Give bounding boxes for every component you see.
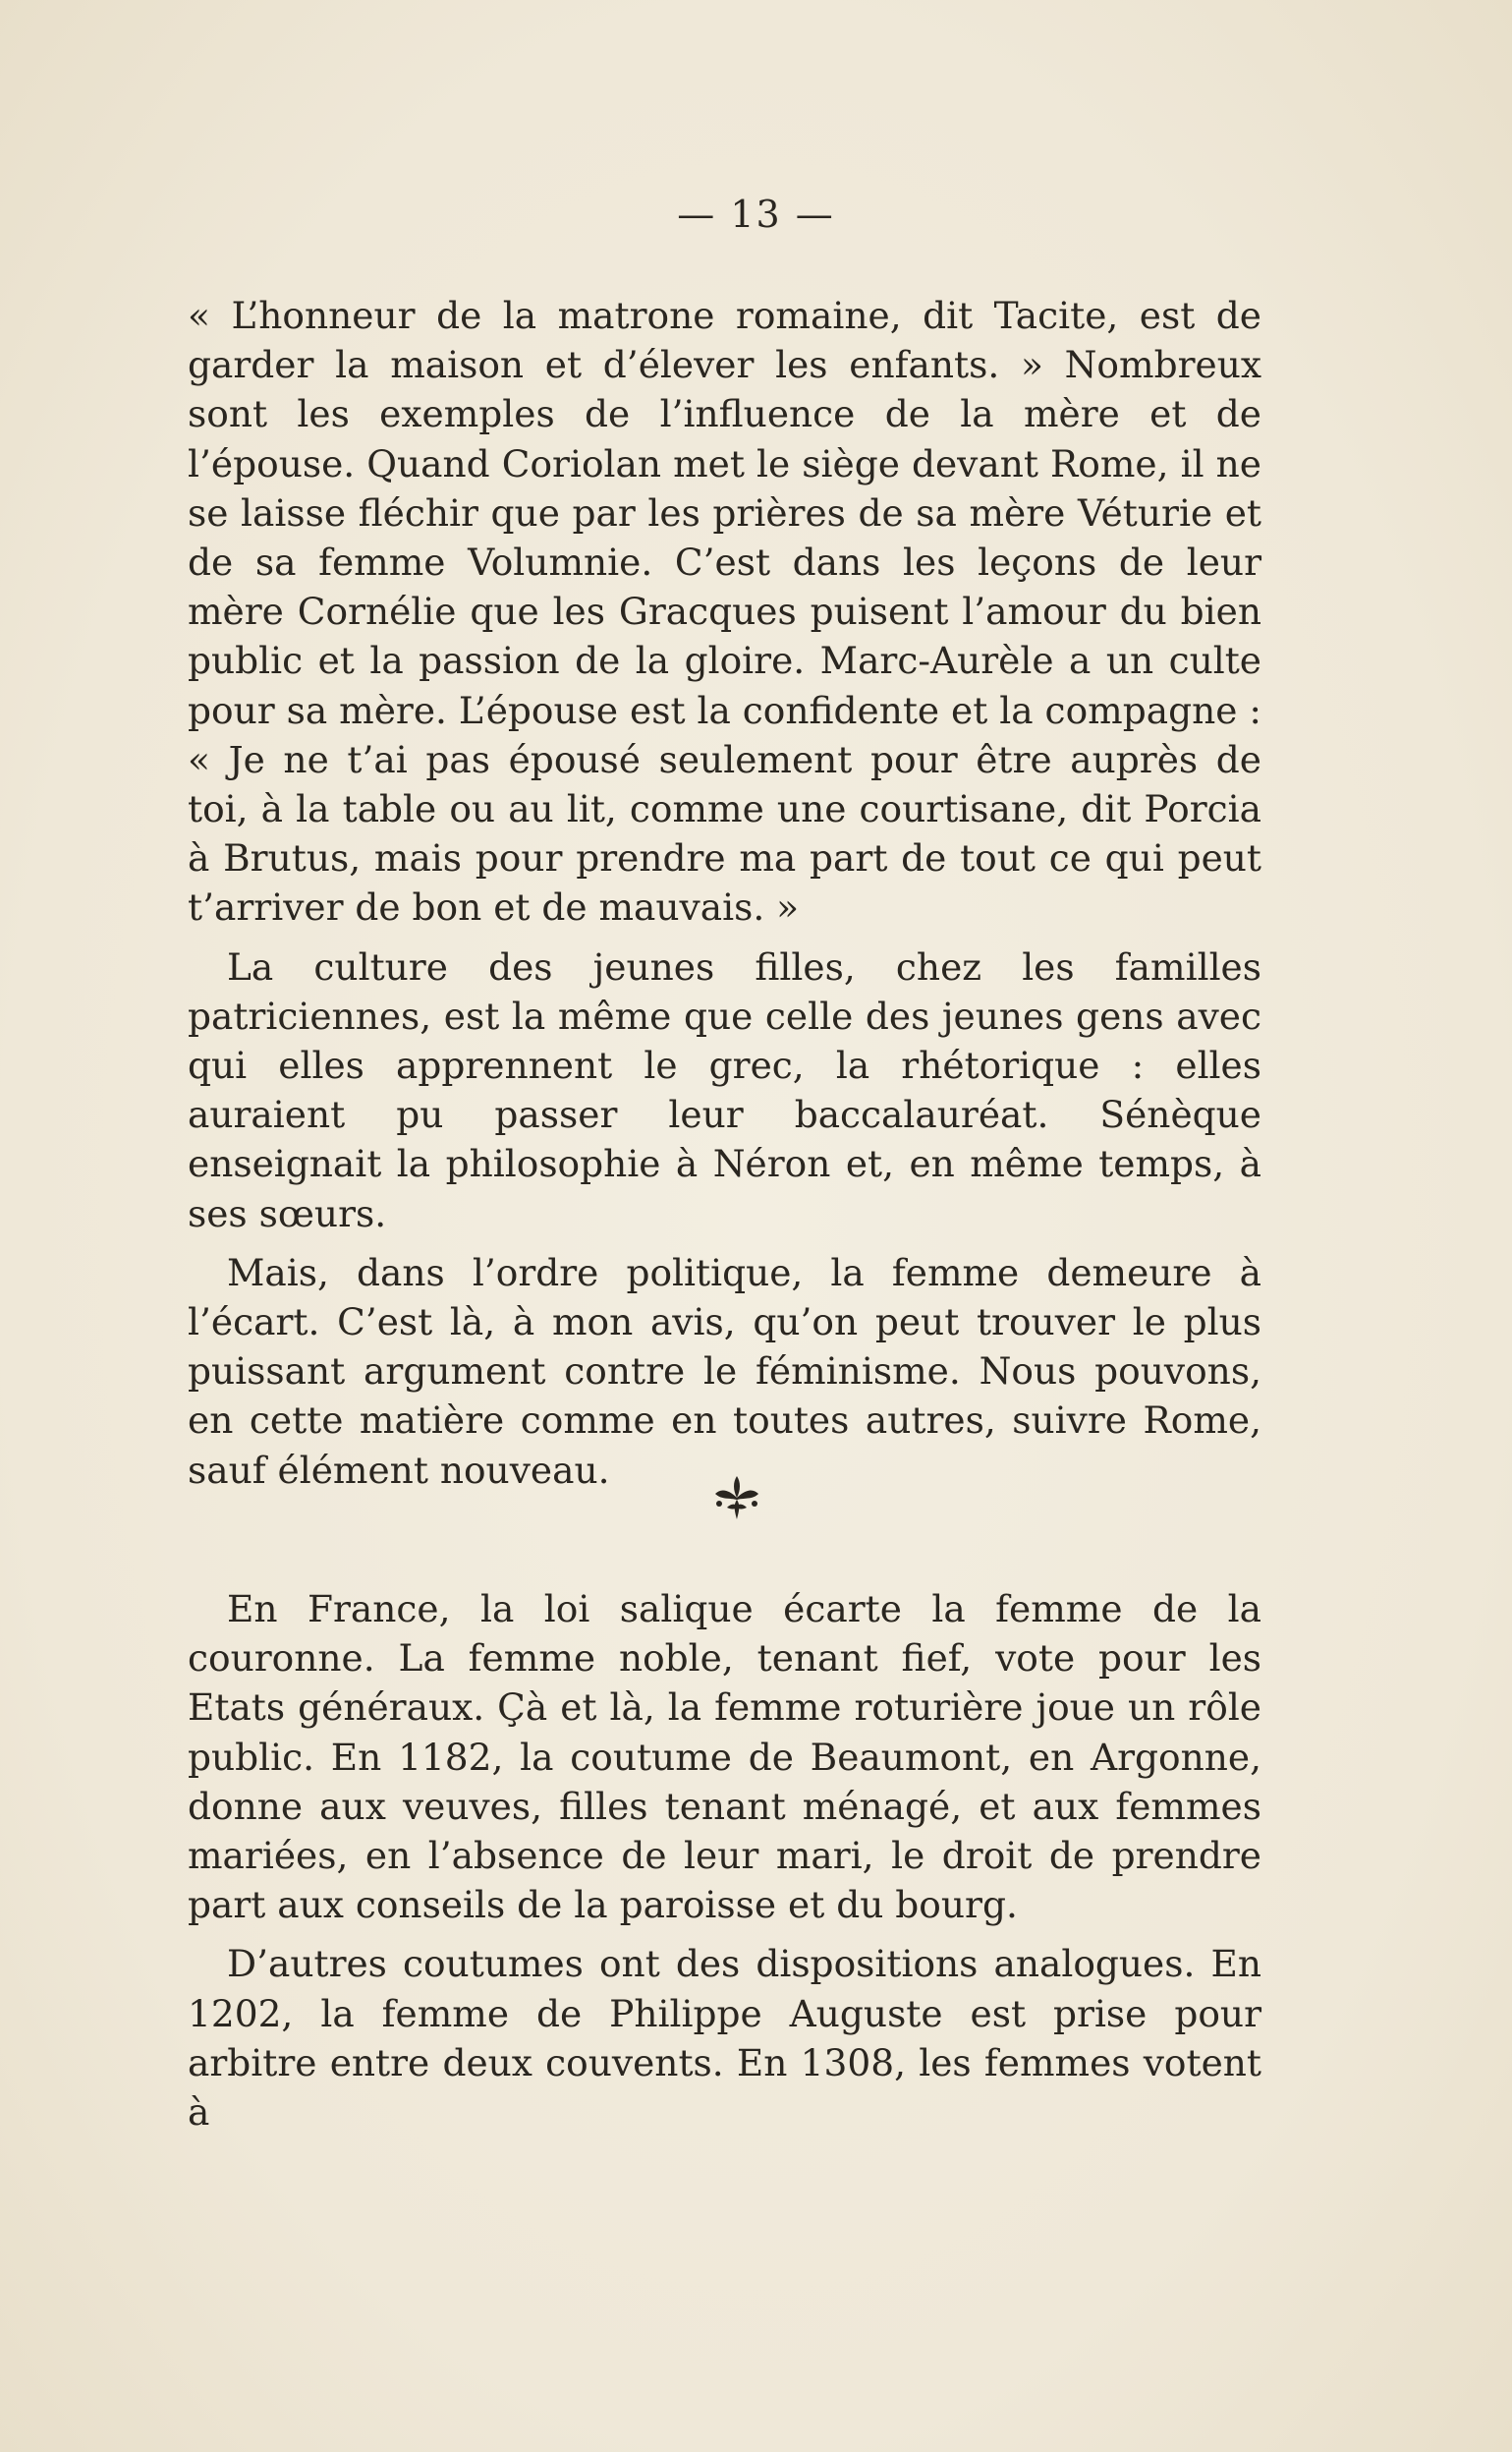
- fleuron-icon: [707, 1474, 766, 1523]
- paragraph: D’autres coutumes ont des dispositions analogues. En 1202, la femme de Philippe Auguste est prise pour arbitre entre deux couvents. En 1308, les femmes votent à: [188, 1942, 1261, 2135]
- paragraph: « L’honneur de la matrone romaine, dit Tacite, est de garder la maison et d’élever les enfants. » Nombreux sont les exemples de l’influence de la mère et de l’épouse. Quand Coriolan met le siège devant Rome, il ne se laisse fléchir que par les prières de sa mère Véturie et de sa femme Volumnie. C’est dans les leçons de leur mère Cornélie que les Gracques puisent l’amour du bien public et la passion de la gloire. Marc-Aurèle a un culte pour sa mère. L’épouse est la confidente et la compagne : « Je ne t’ai pas épousé seulement pour être auprès de toi, à la table ou au lit, comme une courtisane, dit Porcia à Brutus, mais pour prendre ma part de tout ce qui peut t’arriver de bon et de mauvais. »: [188, 294, 1261, 930]
- paragraph: La culture des jeunes filles, chez les familles patriciennes, est la même que celle des jeunes gens avec qui elles apprennent le grec, la rhétorique : elles auraient pu passer leur baccalauréat. Sénèque enseignait la philosophie à Néron et, en même temps, à ses sœurs.: [188, 944, 1261, 1235]
- paragraph: Mais, dans l’ordre politique, la femme demeure à l’écart. C’est là, à mon avis, qu’on peut trouver le plus puissant argument contre le féminisme. Nous pouvons, en cette matière comme en toutes autres, suivre Rome, sauf élément nouveau.: [188, 1250, 1261, 1492]
- paragraph: En France, la loi salique écarte la femme de la couronne. La femme noble, tenant fief, vote pour les Etats généraux. Çà et là, la femme roturière joue un rôle public. En 1182, la coutume de Beaumont, en Argonne, donne aux veuves, filles tenant ménagé, et aux femmes mariées, en l’absence de leur mari, le droit de prendre part aux conseils de la paroisse et du bourg.: [188, 1587, 1261, 1927]
- section-two-text: [188, 1584, 1261, 2137]
- page-number: — 13 —: [677, 193, 835, 236]
- section-one-text: [188, 291, 1261, 1495]
